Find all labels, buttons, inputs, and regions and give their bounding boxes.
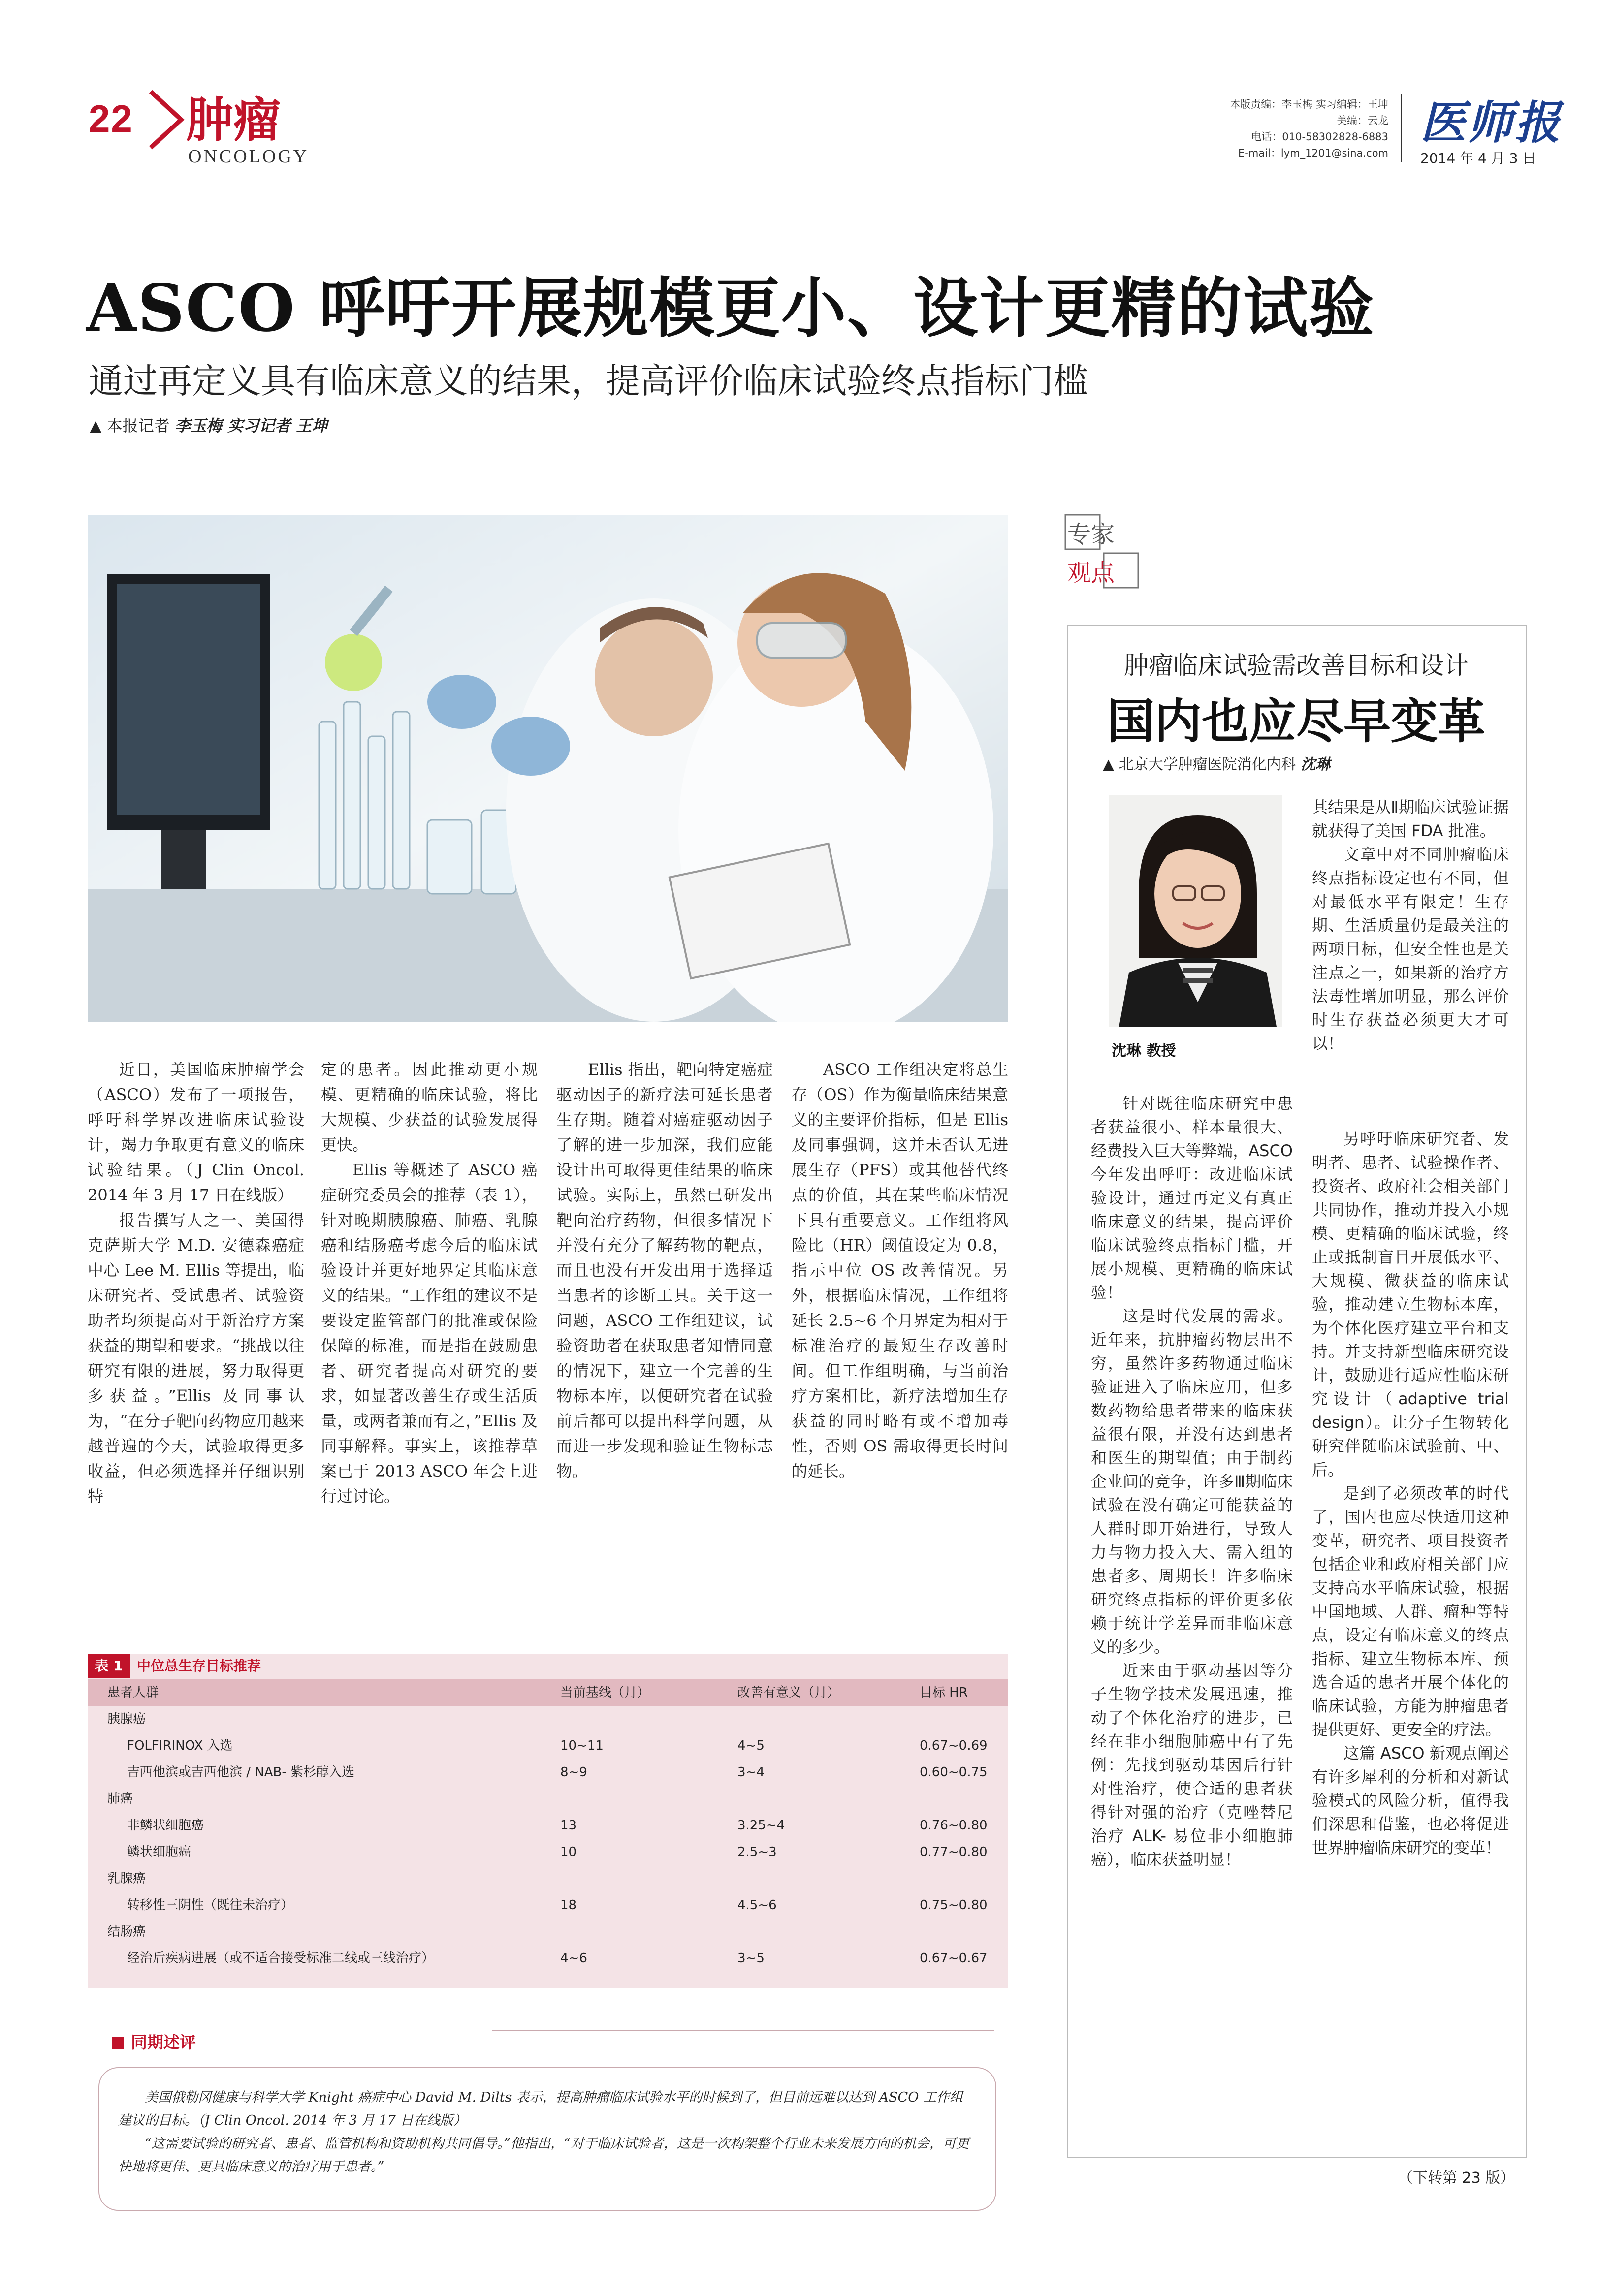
article-byline bbox=[90, 413, 327, 436]
sidebar-title: 国内也应尽早变革 bbox=[1107, 693, 1485, 749]
table-row bbox=[88, 1812, 1008, 1839]
paragraph: 另呼吁临床研究者、发明者、患者、试验操作者、投资者、政府社会相关部门共同协作，推动并投入小规模、更精确的临床试验，终止或抵制盲目开展低水平、大规模、微获益的临床试验，推动建立生物标本库，为个体化医疗建立平台和支持。并支持新型临床研究设计，鼓励进行适应性临床研究设计（adaptive trial design）。让分子生物转化研究伴随临床试验前、中、后。 bbox=[1312, 1130, 1509, 1479]
table-row bbox=[88, 1892, 1008, 1919]
improvement-cell: 2.5~3 bbox=[737, 1845, 777, 1859]
hr-cell: 0.75~0.80 bbox=[920, 1898, 988, 1913]
issue-date: 2014 年 4 月 3 日 bbox=[1420, 150, 1536, 166]
hr-cell: 0.76~0.80 bbox=[920, 1818, 988, 1833]
hr-cell: 0.67~0.69 bbox=[920, 1738, 988, 1753]
category-label: 结肠癌 bbox=[107, 1924, 146, 1939]
table-category-row bbox=[88, 1786, 1008, 1812]
hr-cell: 0.67~0.67 bbox=[920, 1951, 988, 1966]
population-cell: 转移性三阴性（既往未治疗） bbox=[127, 1898, 294, 1913]
population-cell: 经治后疾病进展（或不适合接受标准二线或三线治疗） bbox=[127, 1951, 435, 1966]
column-header: 改善有意义（月） bbox=[737, 1685, 840, 1700]
hr-cell: 0.60~0.75 bbox=[920, 1765, 988, 1780]
continued-note: （下转第 23 版） bbox=[1398, 2170, 1515, 2187]
improvement-cell: 4.5~6 bbox=[737, 1898, 777, 1913]
section-chevron-icon bbox=[144, 88, 188, 152]
lab-photo bbox=[88, 515, 1008, 1022]
comment-rule bbox=[492, 2030, 994, 2031]
article-column-3 bbox=[556, 1057, 773, 1484]
table-caption bbox=[88, 1654, 1008, 1678]
category-label: 乳腺癌 bbox=[107, 1871, 146, 1886]
page-number: 22 bbox=[89, 97, 133, 140]
paragraph: 近来由于驱动基因等分子生物学技术发展迅速，推动了个体化治疗的进步，已经在非小细胞肺癌中有了先例：先找到驱动基因后行针对性治疗，使合适的患者获得针对强的治疗（克唑替尼治疗 ALK- 易位非小细胞肺癌），临床获益明显！ bbox=[1091, 1661, 1293, 1869]
category-label: 肺癌 bbox=[107, 1792, 133, 1806]
table-title: 中位总生存目标推荐 bbox=[137, 1658, 261, 1674]
email-line: E-mail：lym_1201@sina.com bbox=[1238, 147, 1388, 159]
author-portrait bbox=[1109, 795, 1282, 1027]
expert-label-1: 专家 bbox=[1067, 521, 1115, 548]
paragraph: Ellis 指出，靶向特定癌症驱动因子的新疗法可延长患者生存期。随着对癌症驱动因子了解的进一步加深，我们应能设计出可取得更佳结果的临床试验。实际上，虽然已研发出靶向治疗药物，但很多情况下并没有充分了解药物的靶点，而且也没有开发出用于选择适当患者的诊断工具。关于这一问题，ASCO 工作组建议，试验资助者在获取患者知情同意的情况下，建立一个完善的生物标本库，以便研究者在试验前后都可以提出科学问题，从而进一步发现和验证生物标志物。 bbox=[556, 1060, 773, 1480]
paragraph: 针对既往临床研究中患者获益很小、样本量很大、经费投入巨大等弊端，ASCO 今年发出呼吁：改进临床试验设计，通过再定义有真正临床意义的结果，提高评价临床试验终点指标门槛，开展小规模、更精确的临床试验！ bbox=[1091, 1094, 1293, 1302]
column-header: 患者人群 bbox=[107, 1685, 159, 1700]
improvement-cell: 4~5 bbox=[737, 1738, 765, 1753]
portrait-caption: 沈琳 教授 bbox=[1112, 1042, 1176, 1060]
paragraph: 定的患者。因此推动更小规模、更精确的临床试验，将比大规模、少获益的试验发展得更快。 bbox=[321, 1060, 538, 1154]
header-divider bbox=[1401, 94, 1402, 162]
masthead-logo: 医师报 bbox=[1420, 96, 1563, 149]
column-header: 当前基线（月） bbox=[560, 1685, 650, 1700]
baseline-cell: 13 bbox=[560, 1818, 577, 1833]
sidebar-byline bbox=[1103, 752, 1330, 774]
population-cell: FOLFIRINOX 入选 bbox=[127, 1738, 233, 1753]
table-row bbox=[88, 1839, 1008, 1865]
paragraph: “这需要试验的研究者、患者、监管机构和资助机构共同倡导。”他指出，“对于临床试验者，这是一次构架整个行业未来发展方向的机会，可更快地将更佳、更具临床意义的治疗用于患者。” bbox=[118, 2136, 969, 2174]
article-subheadline: 通过再定义具有临床意义的结果，提高评价临床试验终点指标门槛 bbox=[89, 361, 1088, 401]
paragraph: 这是时代发展的需求。近年来，抗肿瘤药物层出不穷，虽然许多药物通过临床验证进入了临床应用，但多数药物给患者带来的临床获益很有限，并没有达到患者和医生的期望值；由于制药企业间的竞争，许多Ⅲ期临床试验在没有确定可能获益的人群时即开始进行，导致人力与物力投入大、需入组的患者多、周期长！许多临床研究终点指标的评价更多依赖于统计学差异而非临床意义的多少。 bbox=[1091, 1307, 1293, 1656]
population-cell: 吉西他滨或吉西他滨 / NAB- 紫杉醇入选 bbox=[127, 1765, 355, 1780]
editor-line: 本版责编：李玉梅 实习编辑：王坤 bbox=[1230, 98, 1388, 110]
sidebar-byline-prefix: ▲ 北京大学肿瘤医院消化内科 bbox=[1103, 756, 1296, 773]
article-column-1 bbox=[88, 1057, 304, 1509]
baseline-cell: 8~9 bbox=[560, 1765, 587, 1780]
sidebar-kicker: 肿瘤临床试验需改善目标和设计 bbox=[1124, 651, 1469, 680]
byline-prefix: ▲ 本报记者 bbox=[90, 416, 170, 435]
sidebar-column-top bbox=[1312, 795, 1509, 1055]
improvement-cell: 3~5 bbox=[737, 1951, 765, 1966]
improvement-cell: 3.25~4 bbox=[737, 1818, 785, 1833]
column-header: 目标 HR bbox=[920, 1685, 968, 1700]
phone-line: 电话：010-58302828-6883 bbox=[1251, 131, 1388, 143]
paragraph: 报告撰写人之一、美国得克萨斯大学 M.D. 安德森癌症中心 Lee M. Ellis 等提出，临床研究者、受试患者、试验资助者均须提高对于新治疗方案获益的期望和要求。“挑战以往研究有限的进展，努力取得更多获益。”Ellis 及同事认为，“在分子靶向药物应用越来越普遍的今天，试验取得更多收益，但必须选择并仔细识别特 bbox=[88, 1211, 304, 1506]
section-title: 肿瘤 bbox=[186, 93, 281, 148]
paragraph: 其结果是从Ⅱ期临床试验证据就获得了美国 FDA 批准。 bbox=[1312, 798, 1509, 840]
baseline-cell: 18 bbox=[560, 1898, 577, 1913]
table-category-row bbox=[88, 1706, 1008, 1732]
paragraph: Ellis 等概述了 ASCO 癌症研究委员会的推荐（表 1），针对晚期胰腺癌、肺癌、乳腺癌和结肠癌考虑今后的临床试验设计并更好地界定其临床意义的结果。“工作组的建议不是要设定监管部门的批准或保险保障的标准，而是指在鼓励患者、研究者提高对研究的要求，如显著改善生存或生活质量，或两者兼而有之，”Ellis 及同事解释。事实上，该推荐草案已于 2013 ASCO 年会上进行过讨论。 bbox=[321, 1161, 538, 1506]
paragraph: 这篇 ASCO 新观点阐述有许多犀利的分析和对新试验模式的风险分析，值得我们深思和借鉴，也必将促进世界肿瘤临床研究的变革！ bbox=[1312, 1744, 1509, 1857]
expert-label-2: 观点 bbox=[1067, 559, 1115, 587]
table-tag: 表 1 bbox=[88, 1654, 130, 1678]
paragraph: 近日，美国临床肿瘤学会（ASCO）发布了一项报告，呼吁科学界改进临床试验设计，竭力争取更有意义的临床试验结果。（J Clin Oncol. 2014 年 3 月 17 日在线版） bbox=[88, 1060, 304, 1204]
section-subtitle: ONCOLOGY bbox=[188, 146, 309, 167]
sidebar-column-left bbox=[1091, 1092, 1293, 1871]
table-row bbox=[88, 1732, 1008, 1759]
table-category-row bbox=[88, 1919, 1008, 1945]
table-row bbox=[88, 1945, 1008, 1972]
article-column-4 bbox=[792, 1057, 1008, 1484]
paragraph: 美国俄勒冈健康与科学大学 Knight 癌症中心 David M. Dilts 表示，提高肿瘤临床试验水平的时候到了，但目前远难以达到 ASCO 工作组建议的目标。（J Clin Oncol. 2014 年 3 月 17 日在线版） bbox=[118, 2090, 963, 2128]
byline-names: 李玉梅 实习记者 王坤 bbox=[174, 416, 328, 435]
sidebar-column-right bbox=[1312, 1127, 1509, 1859]
article-column-2 bbox=[321, 1057, 538, 1509]
comment-text bbox=[118, 2086, 975, 2178]
article-headline: ASCO 呼吁开展规模更小、设计更精的试验 bbox=[86, 270, 1375, 346]
baseline-cell: 10 bbox=[560, 1845, 577, 1859]
population-cell: 鳞状细胞癌 bbox=[127, 1845, 192, 1859]
table-category-row bbox=[88, 1865, 1008, 1892]
sidebar-byline-name: 沈琳 bbox=[1301, 756, 1331, 773]
paragraph: ASCO 工作组决定将总生存（OS）作为衡量临床结果意义的主要评价指标，但是 Ellis 及同事强调，这并未否认无进展生存（PFS）或其他替代终点的价值，其在某些临床情况下具有重要意义。工作组将风险比（HR）阈值设定为 0.8，指示中位 OS 改善情况。另外，根据临床情况，工作组将延长 2.5~6 个月界定为相对于标准治疗的最短生存改善时间。但工作组明确，与当前治疗方案相比，新疗法增加生存获益的同时略有或不增加毒性，否则 OS 需取得更长时间的延长。 bbox=[792, 1060, 1008, 1480]
editorial-info bbox=[1132, 96, 1388, 161]
comment-label-text: 同期述评 bbox=[131, 2033, 196, 2052]
improvement-cell: 3~4 bbox=[737, 1765, 765, 1780]
paragraph: 文章中对不同肿瘤临床终点指标设定也有不同，但对最低水平有限定！生存期、生活质量仍是最关注的两项目标，但安全性也是关注点之一，如果新的治疗方法毒性增加明显，那么评价时生存获益必须更大才可以！ bbox=[1312, 845, 1509, 1053]
baseline-cell: 10~11 bbox=[560, 1738, 604, 1753]
expert-view-label bbox=[1062, 512, 1141, 591]
designer-line: 美编：云龙 bbox=[1337, 115, 1388, 126]
table-row bbox=[88, 1759, 1008, 1786]
baseline-cell: 4~6 bbox=[560, 1951, 587, 1966]
hr-cell: 0.77~0.80 bbox=[920, 1845, 988, 1859]
square-bullet-icon bbox=[112, 2037, 124, 2049]
paragraph: 是到了必须改革的时代了，国内也应尽快适用这种变革，研究者、项目投资者包括企业和政府相关部门应支持高水平临床试验，根据中国地域、人群、瘤种等特点，设定有临床意义的终点指标、建立生物标本库、预选合适的患者开展个体化的临床试验，方能为肿瘤患者提供更好、更安全的疗法。 bbox=[1312, 1484, 1509, 1739]
table-header-row bbox=[88, 1679, 1008, 1706]
category-label: 胰腺癌 bbox=[107, 1712, 146, 1727]
population-cell: 非鳞状细胞癌 bbox=[127, 1818, 204, 1833]
comment-label bbox=[112, 2030, 196, 2053]
